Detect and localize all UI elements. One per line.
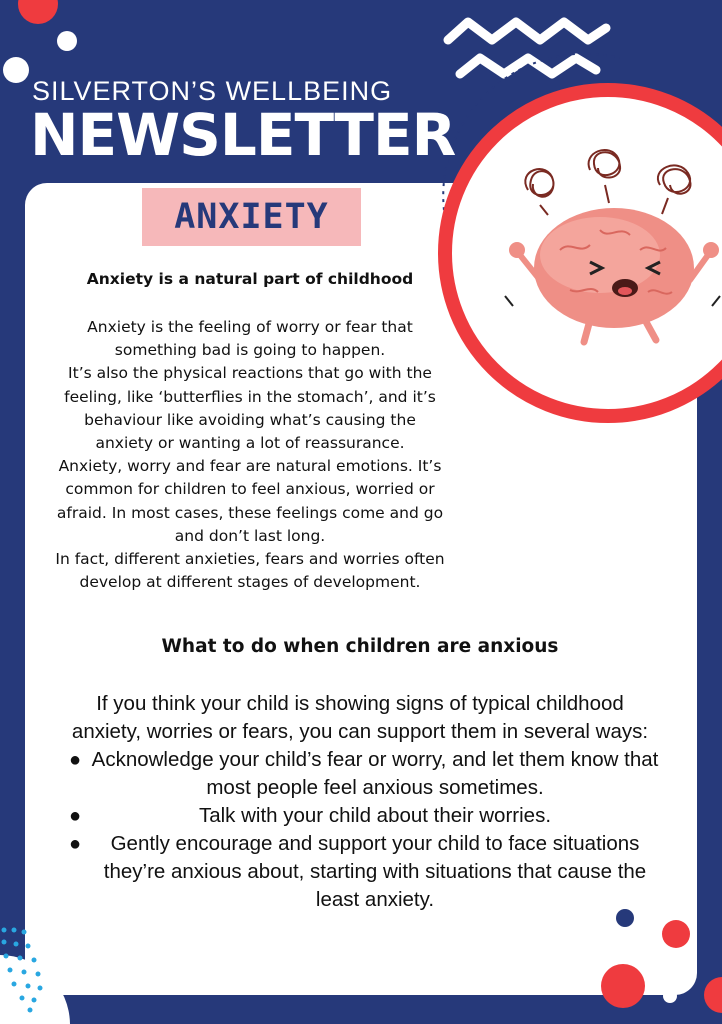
bullet-icon: ● (69, 749, 82, 771)
tips-heading: What to do when children are anxious (161, 636, 559, 657)
newsletter-kicker: SILVERTON’S WELLBEING (32, 76, 393, 106)
tips-intro: If you think your child is showing signs of typical childhood anxiety, worries or fears, you can support them in several ways: (71, 692, 649, 743)
intro-paragraph: Anxiety is the feeling of worry or fear that something bad is going to happen. (87, 318, 413, 360)
intro-paragraph: In fact, different anxieties, fears and worries often develop at different stages of development. (55, 550, 445, 592)
list-item-text: Acknowledge your child’s fear or worry, and let them know that most people feel anxious sometimes. (91, 748, 659, 799)
topic-badge-label: ANXIETY (174, 197, 329, 237)
list-item-text: Talk with your child about their worries. (198, 804, 552, 827)
intro-paragraph: It’s also the physical reactions that go with the feeling, like ‘butterflies in the stomach’, and it’s behaviour like avoiding what’s causing the anxiety or wanting a lot of reassurance. (64, 364, 436, 453)
section-heading: Anxiety is a natural part of childhood (86, 270, 414, 288)
list-item-text: Gently encourage and support your child to face situations they’re anxious about, starting with situations that cause the least anxiety. (103, 832, 647, 911)
intro-paragraph: Anxiety, worry and fear are natural emotions. It’s common for children to feel anxious, worried or afraid. In most cases, these feelings come and go and don’t last long. (56, 457, 444, 545)
bullet-icon: ● (69, 833, 82, 855)
newsletter-title: NEWSLETTER (30, 101, 456, 169)
bullet-icon: ● (69, 805, 82, 827)
